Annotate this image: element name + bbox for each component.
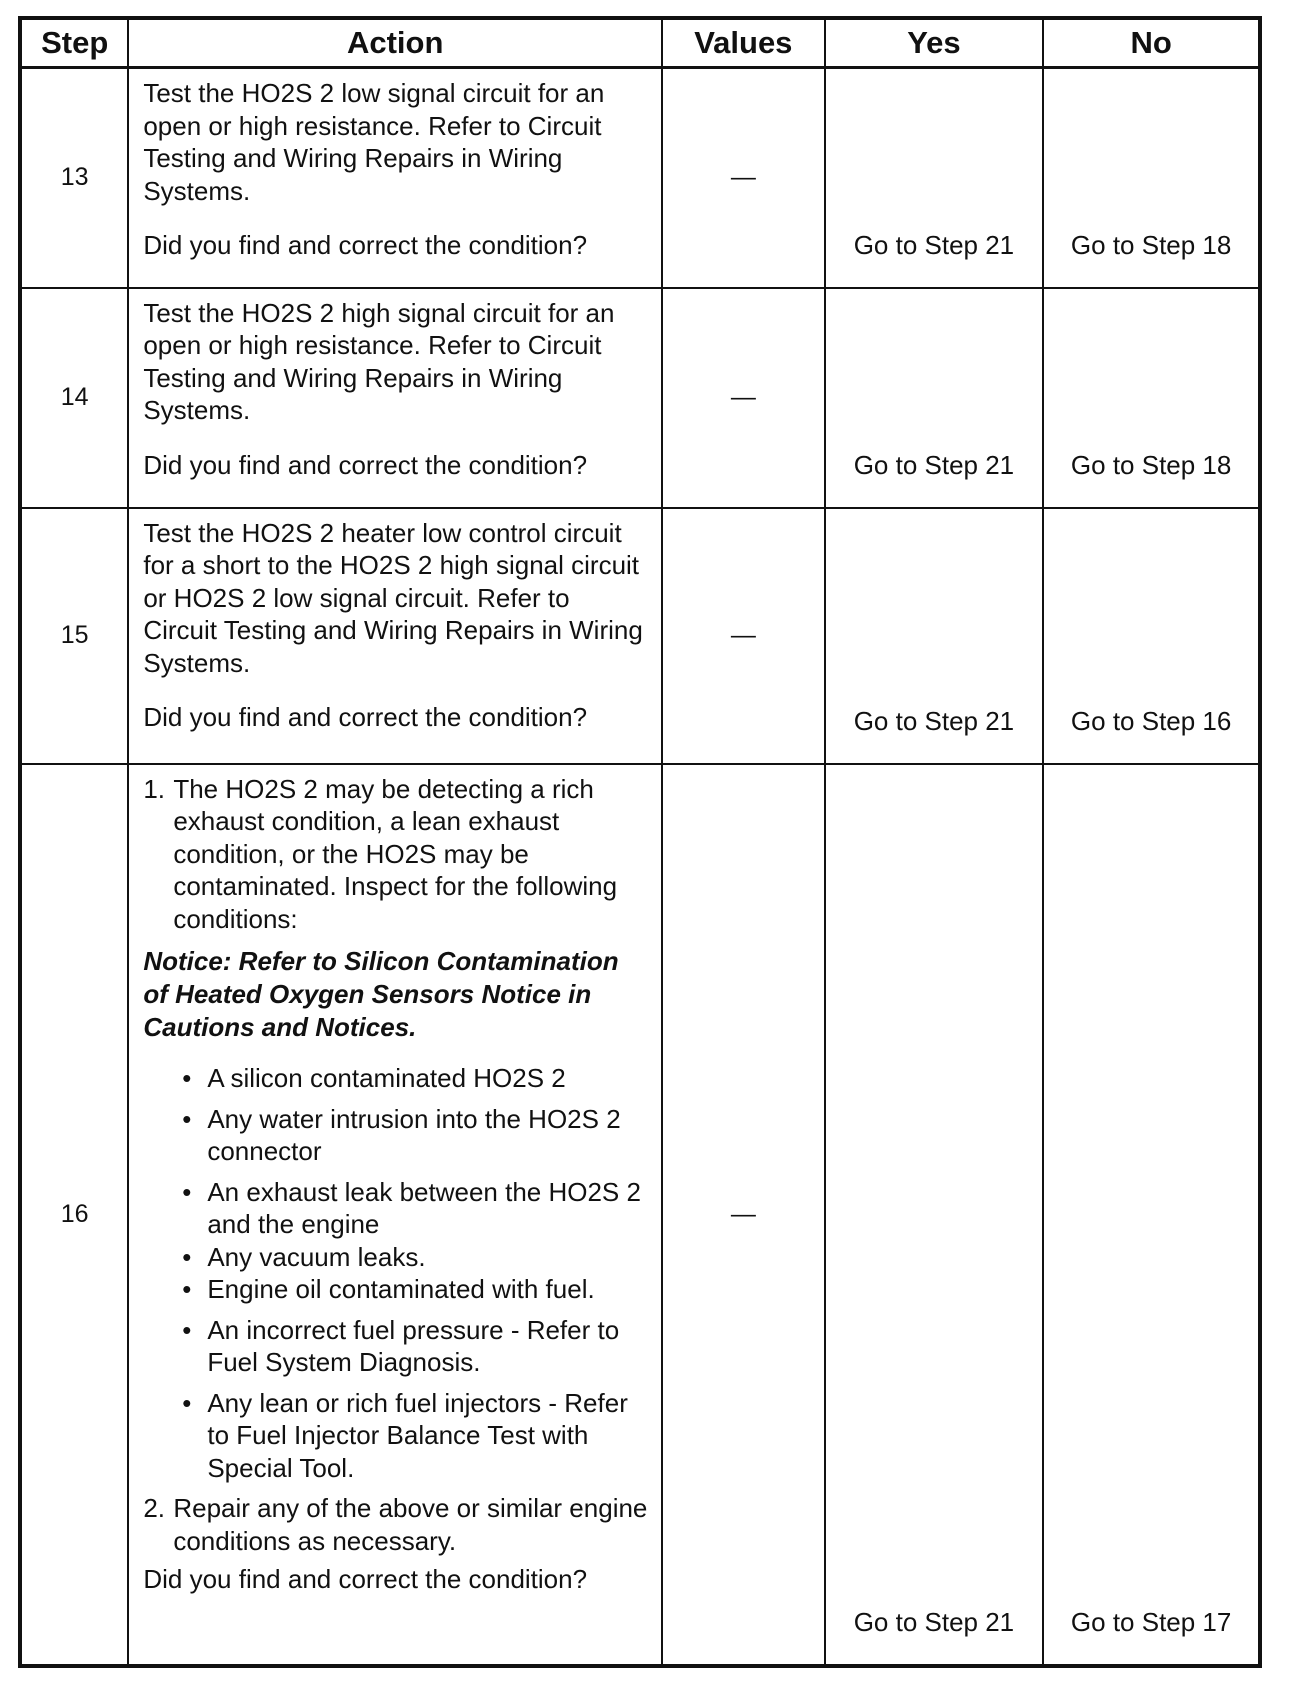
table-row-step-16 — [20, 764, 1260, 1667]
bullet-icon: • — [182, 1314, 192, 1345]
yes-cell: Go to Step 21 — [825, 288, 1044, 508]
list-item — [143, 1062, 649, 1095]
list-item — [143, 1314, 649, 1379]
list-item — [143, 1273, 649, 1306]
action-cell — [128, 508, 662, 764]
notice-text: Notice: Refer to Silicon Contamination of Heated Oxygen Sensors Notice in Cautions and Notices. — [143, 946, 619, 1042]
item-text: Repair any of the above or similar engine conditions as necessary. — [173, 1493, 648, 1556]
bullet-icon: • — [182, 1274, 192, 1304]
values-cell — [662, 508, 825, 764]
list-item — [143, 1241, 649, 1274]
header-no: No — [1043, 18, 1260, 68]
action-text: Test the HO2S 2 low signal circuit for an open or high resistance. Refer to Circuit Testing and Wiring Repairs in Wiring Systems. — [143, 78, 605, 206]
action-text: Test the HO2S 2 heater low control circuit for a short to the HO2S 2 high signal circuit or HO2S 2 low signal circuit. Refer to Circuit Testing and Wiring Repairs in Wiring Systems. — [143, 517, 643, 678]
values-cell — [662, 288, 825, 508]
condition-list — [143, 1062, 649, 1484]
header-values: Values — [662, 18, 825, 68]
no-cell: Go to Step 17 — [1043, 764, 1260, 1667]
action-text: Test the HO2S 2 high signal circuit for an open or high resistance. Refer to Circuit Testing and Wiring Repairs in Wiring Systems. — [143, 297, 615, 425]
action-question: Did you find and correct the condition? — [143, 702, 588, 732]
table-row-step-13 — [20, 68, 1260, 288]
action-question: Did you find and correct the condition? — [143, 449, 588, 480]
action-cell — [128, 68, 662, 288]
list-item — [143, 1176, 649, 1241]
list-item-text: Any water intrusion into the HO2S 2 connector — [207, 1103, 621, 1166]
yes-cell: Go to Step 21 — [825, 508, 1044, 764]
no-cell: Go to Step 16 — [1043, 508, 1260, 764]
action-cell — [128, 288, 662, 508]
bullet-icon: • — [182, 1103, 192, 1134]
no-cell: Go to Step 18 — [1043, 68, 1260, 288]
item-number: 2. — [143, 1493, 166, 1523]
values-dash: — — [730, 1199, 756, 1228]
action-question: Did you find and correct the condition? — [143, 230, 588, 260]
item-number: 1. — [143, 773, 166, 804]
values-cell — [662, 764, 825, 1667]
values-dash: — — [730, 383, 756, 411]
values-dash: — — [730, 163, 756, 192]
list-item-text: Engine oil contaminated with fuel. — [207, 1274, 595, 1304]
values-dash: — — [730, 621, 756, 649]
bullet-icon: • — [182, 1063, 192, 1093]
list-item-text: Any vacuum leaks. — [207, 1241, 426, 1272]
list-item-text: Any lean or rich fuel injectors - Refer to Fuel Injector Balance Test with Special Tool. — [207, 1387, 628, 1483]
numbered-item-2 — [143, 1492, 649, 1557]
table-row-step-15 — [20, 508, 1260, 764]
step-number: 14 — [20, 288, 128, 508]
action-question: Did you find and correct the condition? — [143, 1564, 588, 1594]
action-cell — [128, 764, 662, 1667]
diagnostic-steps-table — [18, 16, 1262, 1668]
numbered-item-1 — [143, 773, 649, 936]
no-cell: Go to Step 18 — [1043, 288, 1260, 508]
yes-cell: Go to Step 21 — [825, 764, 1044, 1667]
item-text: The HO2S 2 may be detecting a rich exhaust condition, a lean exhaust condition, or the HO2S may be contaminated. Inspect for the following conditions: — [173, 773, 618, 934]
table-row-step-14 — [20, 288, 1260, 508]
yes-cell: Go to Step 21 — [825, 68, 1044, 288]
list-item-text: An incorrect fuel pressure - Refer to Fuel System Diagnosis. — [207, 1314, 620, 1377]
values-cell — [662, 68, 825, 288]
header-step: Step — [20, 18, 128, 68]
bullet-icon: • — [182, 1176, 192, 1207]
list-item-text: A silicon contaminated HO2S 2 — [207, 1063, 566, 1093]
bullet-icon: • — [182, 1387, 192, 1418]
bullet-icon: • — [182, 1241, 192, 1272]
header-action: Action — [128, 18, 662, 68]
header-yes: Yes — [825, 18, 1044, 68]
step-number: 13 — [20, 68, 128, 288]
list-item-text: An exhaust leak between the HO2S 2 and the engine — [207, 1176, 641, 1239]
table-header-row — [20, 18, 1260, 68]
list-item — [143, 1103, 649, 1168]
step-number: 16 — [20, 764, 128, 1667]
list-item — [143, 1387, 649, 1485]
step-number: 15 — [20, 508, 128, 764]
